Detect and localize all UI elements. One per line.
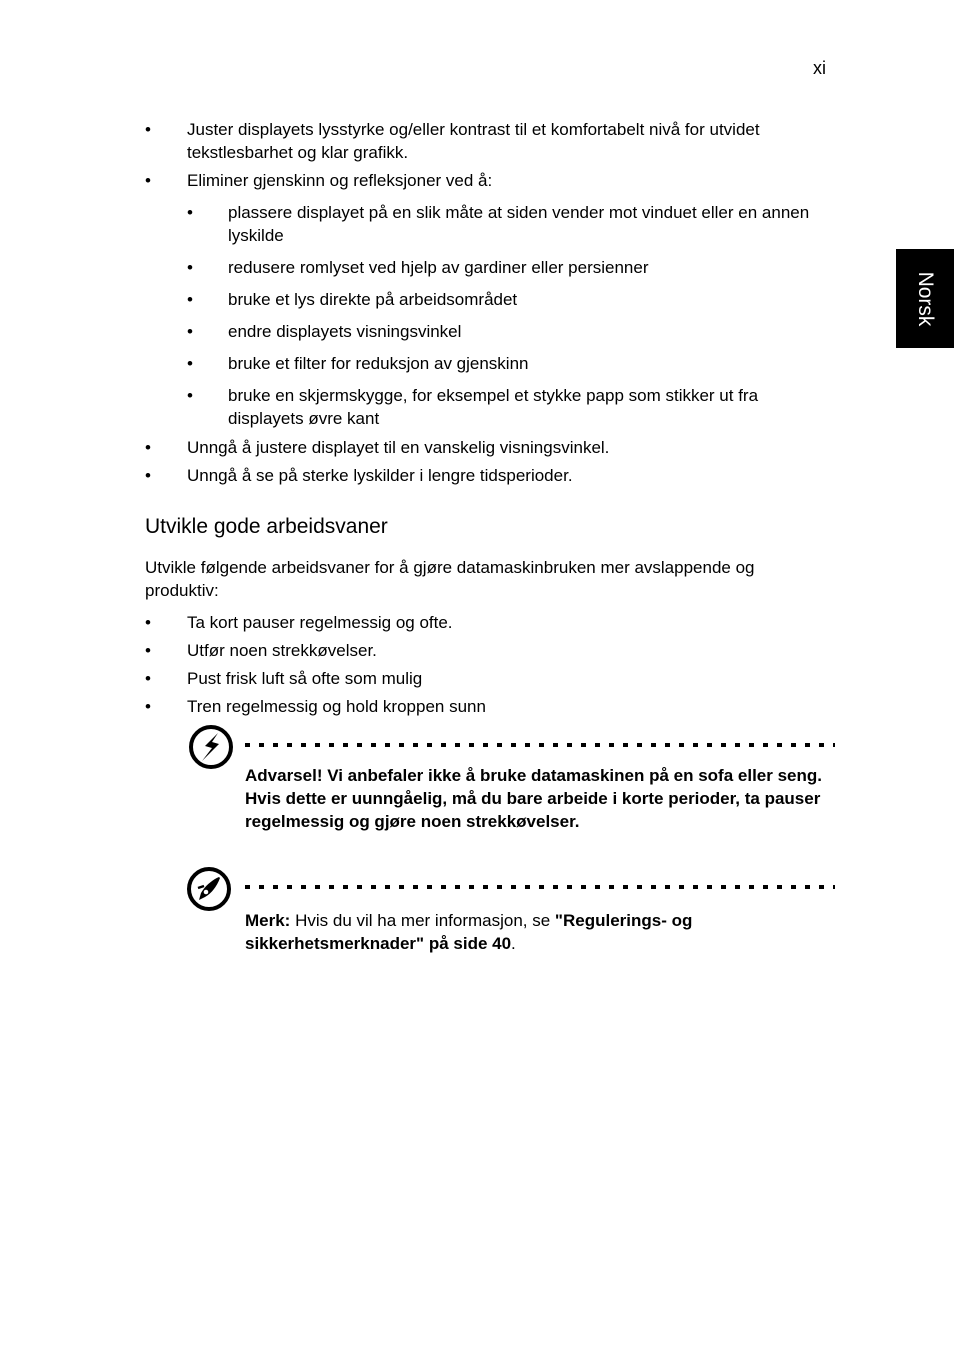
list-item-text: Tren regelmessig og hold kroppen sunn: [187, 697, 486, 716]
sub-list-item-text: redusere romlyset ved hjelp av gardiner eller persienner: [228, 258, 649, 277]
note-body: Hvis du vil ha mer informasjon, se: [295, 911, 551, 930]
warning-text: Advarsel! Vi anbefaler ikke å bruke datamaskinen på en sofa eller seng. Hvis dette er uunngåelig, må du bare arbeide i korte perioder, ta pauser regelmessig og gjøre noen strekkøvelser.: [245, 766, 822, 831]
sub-list-item: • endre displayets visningsvinkel: [187, 322, 462, 341]
note-divider: [245, 885, 835, 889]
sub-list-item: • plassere displayet på en slik måte at siden vender mot vinduet eller en annen lyskilde: [187, 203, 810, 245]
sub-list-item: • bruke et filter for reduksjon av gjenskinn: [187, 354, 529, 373]
list-item: • Eliminer gjenskinn og refleksjoner ved å:: [145, 171, 493, 190]
list-item: • Juster displayets lysstyrke og/eller kontrast til et komfortabelt nivå for utvidet tekstlesbarhet og klar grafikk.: [145, 120, 760, 162]
note-end: .: [511, 934, 516, 953]
note-pen-icon: [186, 866, 232, 912]
list-item: • Ta kort pauser regelmessig og ofte.: [145, 613, 453, 632]
sub-list-item-text: bruke et filter for reduksjon av gjenskinn: [228, 354, 529, 373]
section-heading: Utvikle gode arbeidsvaner: [145, 515, 388, 538]
note-label: Merk:: [245, 911, 291, 930]
list-item-text: Eliminer gjenskinn og refleksjoner ved å:: [187, 171, 493, 190]
display-tips-list: [0, 118, 827, 192]
list-item-text: Ta kort pauser regelmessig og ofte.: [187, 613, 453, 632]
sub-list-item-text: endre displayets visningsvinkel: [228, 322, 462, 341]
list-item: • Utfør noen strekkøvelser.: [145, 641, 377, 660]
list-item: • Pust frisk luft så ofte som mulig: [145, 669, 423, 688]
note-text: [245, 909, 830, 955]
sub-list-item-text: bruke en skjermskygge, for eksempel et stykke papp som stikker ut fra displayets øvre kant: [228, 386, 759, 428]
sub-list-item-text: plassere displayet på en slik måte at siden vender mot vinduet eller en annen lyskilde: [228, 203, 810, 245]
viewing-tips-list: [0, 436, 827, 487]
habits-list: [0, 611, 827, 718]
list-item: • Unngå å justere displayet til en vanskelig visningsvinkel.: [145, 438, 610, 457]
sub-list-item-text: bruke et lys direkte på arbeidsområdet: [228, 290, 518, 309]
list-item: • Unngå å se på sterke lyskilder i lengre tidsperioder.: [145, 466, 573, 485]
note-reference-link[interactable]: "Regulerings- og sikkerhetsmerknader" på side 40: [245, 911, 693, 953]
list-item-text: Unngå å justere displayet til en vanskelig visningsvinkel.: [187, 438, 610, 457]
warning-lightning-icon: [188, 724, 234, 770]
language-tab: [896, 249, 954, 348]
sub-list-item: • bruke et lys direkte på arbeidsområdet: [187, 290, 518, 309]
language-tab-label: Norsk: [914, 271, 937, 326]
list-item-text: Utfør noen strekkøvelser.: [187, 641, 377, 660]
section-intro: Utvikle følgende arbeidsvaner for å gjøre datamaskinbruken mer avslappende og produktiv:: [145, 558, 755, 600]
list-item-text: Pust frisk luft så ofte som mulig: [187, 669, 423, 688]
page-number: xi: [813, 58, 826, 78]
warning-divider: [245, 743, 835, 747]
sub-list-item: • redusere romlyset ved hjelp av gardiner eller persienner: [187, 258, 649, 277]
glare-sub-list: [0, 201, 828, 430]
list-item-text: Unngå å se på sterke lyskilder i lengre tidsperioder.: [187, 466, 573, 485]
list-item: • Tren regelmessig og hold kroppen sunn: [145, 697, 486, 716]
sub-list-item: • bruke en skjermskygge, for eksempel et stykke papp som stikker ut fra displayets øvre kant: [187, 386, 759, 428]
list-item-text: Juster displayets lysstyrke og/eller kontrast til et komfortabelt nivå for utvidet tekstlesbarhet og klar grafikk.: [187, 120, 760, 162]
